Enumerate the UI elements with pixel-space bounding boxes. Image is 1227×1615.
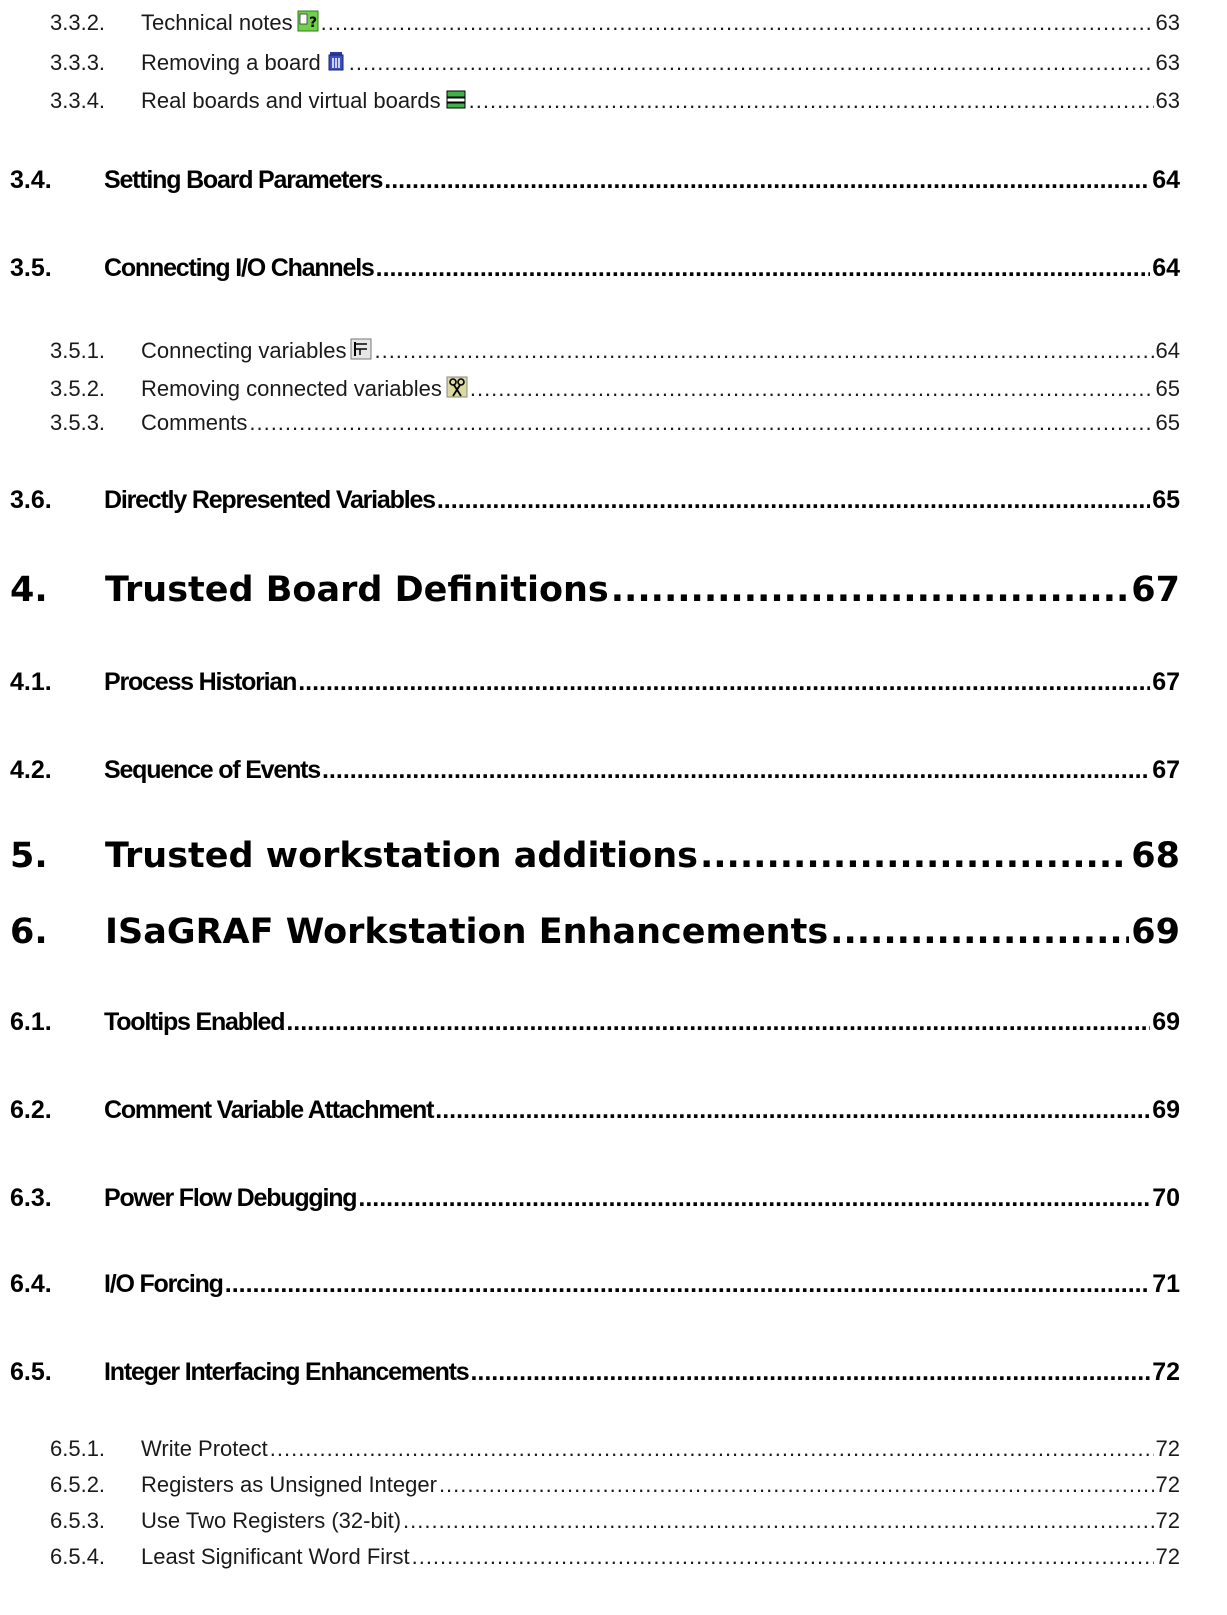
toc-entry-3-5-1[interactable] xyxy=(0,336,1227,364)
toc-number: 6.1. xyxy=(10,1008,52,1036)
toc-entry-3-3-3[interactable] xyxy=(0,48,1227,76)
toc-number: 3.3.2. xyxy=(50,10,106,35)
toc-page-number: 67 xyxy=(1152,756,1180,784)
toc-entry-6-3[interactable] xyxy=(0,1184,1227,1213)
toc-title: I/O Forcing xyxy=(104,1270,223,1298)
toc-entry-4-1[interactable] xyxy=(0,668,1227,697)
toc-page-number: 72 xyxy=(1155,1508,1180,1533)
toc-entry-4[interactable] xyxy=(0,570,1227,610)
dot-leader xyxy=(435,1096,1150,1125)
dot-leader xyxy=(322,756,1150,785)
dot-leader xyxy=(384,166,1150,195)
svg-text:?: ? xyxy=(308,15,317,31)
toc-number: 3.5.3. xyxy=(50,410,106,435)
dot-leader xyxy=(376,254,1151,283)
toc-page-number: 64 xyxy=(1155,338,1180,363)
toc-entry-6-5-2[interactable] xyxy=(0,1472,1227,1498)
trash-icon xyxy=(325,50,347,72)
toc-title: Use Two Registers (32-bit) xyxy=(141,1508,402,1533)
dot-leader xyxy=(321,10,1154,36)
toc-page-number: 72 xyxy=(1152,1358,1180,1386)
toc-entry-6-5-3[interactable] xyxy=(0,1508,1227,1534)
toc-number: 4.1. xyxy=(10,668,52,696)
toc-entry-3-5[interactable] xyxy=(0,254,1227,283)
toc-entry-6-1[interactable] xyxy=(0,1008,1227,1037)
toc-page-number: 68 xyxy=(1131,836,1180,876)
dot-leader xyxy=(830,912,1129,952)
toc-page-number: 64 xyxy=(1152,254,1180,282)
toc-entry-3-4[interactable] xyxy=(0,166,1227,195)
toc-title: Setting Board Parameters xyxy=(104,166,383,194)
toc-title: Removing connected variables xyxy=(141,376,442,401)
dot-leader xyxy=(270,1436,1154,1462)
toc-title: Integer Interfacing Enhancements xyxy=(104,1358,469,1386)
dot-leader xyxy=(374,338,1153,364)
toc-title: Connecting variables xyxy=(141,338,347,363)
toc-number: 6.5. xyxy=(10,1358,52,1386)
toc-entry-3-6[interactable] xyxy=(0,486,1227,515)
dot-leader xyxy=(358,1184,1150,1213)
dot-leader xyxy=(470,1358,1150,1387)
toc-page-number: 63 xyxy=(1155,88,1180,113)
toc-number: 4.2. xyxy=(10,756,52,784)
toc-title: Removing a board xyxy=(141,50,321,75)
toc-title: Least Significant Word First xyxy=(141,1544,410,1569)
toc-title: Directly Represented Variables xyxy=(104,486,435,514)
toc-entry-6-2[interactable] xyxy=(0,1096,1227,1125)
toc-number: 3.4. xyxy=(10,166,52,194)
toc-page-number: 63 xyxy=(1155,10,1180,35)
disconnect-icon xyxy=(446,376,468,398)
toc-page-number: 72 xyxy=(1155,1472,1180,1497)
dot-leader xyxy=(298,668,1150,697)
toc-title: Trusted workstation additions xyxy=(105,836,698,876)
dot-leader xyxy=(225,1270,1150,1299)
toc-title: ISaGRAF Workstation Enhancements xyxy=(105,912,829,952)
toc-page-number: 64 xyxy=(1152,166,1180,194)
toc-number: 6.2. xyxy=(10,1096,52,1124)
toc-page-number: 70 xyxy=(1152,1184,1180,1212)
toc-title: Registers as Unsigned Integer xyxy=(141,1472,437,1497)
toc-number: 4. xyxy=(10,570,48,610)
dot-leader xyxy=(611,570,1130,610)
toc-entry-5[interactable] xyxy=(0,836,1227,876)
toc-title: Real boards and virtual boards xyxy=(141,88,441,113)
toc-number: 6.5.1. xyxy=(50,1436,106,1461)
toc-entry-3-3-2[interactable] xyxy=(0,8,1227,36)
toc-title: Power Flow Debugging xyxy=(104,1184,357,1212)
dot-leader xyxy=(412,1544,1154,1570)
toc-title: Write Protect xyxy=(141,1436,268,1461)
toc-title: Comments xyxy=(141,410,248,435)
dot-leader xyxy=(249,410,1153,436)
toc-entry-3-5-2[interactable] xyxy=(0,374,1227,402)
toc-title: Technical notes xyxy=(141,10,293,35)
toc-number: 6.5.3. xyxy=(50,1508,106,1533)
toc-entry-6-5[interactable] xyxy=(0,1358,1227,1387)
toc-entry-6-5-4[interactable] xyxy=(0,1544,1227,1570)
toc-page-number: 65 xyxy=(1152,486,1180,514)
dot-leader xyxy=(700,836,1129,876)
toc-page-number: 67 xyxy=(1131,570,1180,610)
toc-number: 6.3. xyxy=(10,1184,52,1212)
toc-entry-3-5-3[interactable] xyxy=(0,410,1227,436)
dot-leader xyxy=(439,1472,1154,1498)
toc-page-number: 72 xyxy=(1155,1436,1180,1461)
toc-entry-6-4[interactable] xyxy=(0,1270,1227,1299)
toc-title: Sequence of Events xyxy=(104,756,320,784)
toc-number: 3.5. xyxy=(10,254,52,282)
toc-title: Process Historian xyxy=(104,668,297,696)
toc-entry-4-2[interactable] xyxy=(0,756,1227,785)
toc-title: Tooltips Enabled xyxy=(104,1008,285,1036)
toc-page-number: 63 xyxy=(1155,50,1180,75)
toc-title: Comment Variable Attachment xyxy=(104,1096,434,1124)
toc-entry-6-5-1[interactable] xyxy=(0,1436,1227,1462)
toc-number: 6.5.4. xyxy=(50,1544,106,1569)
toc-number: 6. xyxy=(10,912,48,952)
toc-number: 3.3.4. xyxy=(50,88,106,113)
boards-icon xyxy=(445,88,467,110)
toc-number: 3.6. xyxy=(10,486,52,514)
toc-page-number: 69 xyxy=(1131,912,1180,952)
toc-page-number: 67 xyxy=(1152,668,1180,696)
toc-number: 5. xyxy=(10,836,48,876)
toc-page-number: 71 xyxy=(1152,1270,1180,1298)
dot-leader xyxy=(349,50,1154,76)
toc-number: 6.4. xyxy=(10,1270,52,1298)
toc-page-number: 69 xyxy=(1152,1008,1180,1036)
technical-notes-icon xyxy=(297,10,319,32)
toc-number: 3.5.1. xyxy=(50,338,106,363)
toc-page-number: 69 xyxy=(1152,1096,1180,1124)
dot-leader xyxy=(470,376,1154,402)
connect-variables-icon xyxy=(350,338,372,360)
dot-leader xyxy=(403,1508,1154,1534)
toc-page-number: 72 xyxy=(1155,1544,1180,1569)
toc-title: Trusted Board Definitions xyxy=(105,570,609,610)
toc-number: 3.3.3. xyxy=(50,50,106,75)
toc-number: 3.5.2. xyxy=(50,376,106,401)
toc-page-number: 65 xyxy=(1155,376,1180,401)
toc-entry-6[interactable] xyxy=(0,912,1227,952)
dot-leader xyxy=(286,1008,1150,1037)
toc-entry-3-3-4[interactable] xyxy=(0,86,1227,114)
toc-number: 6.5.2. xyxy=(50,1472,106,1497)
dot-leader xyxy=(437,486,1150,515)
dot-leader xyxy=(469,88,1154,114)
toc-page-number: 65 xyxy=(1155,410,1180,435)
toc-title: Connecting I/O Channels xyxy=(104,254,374,282)
